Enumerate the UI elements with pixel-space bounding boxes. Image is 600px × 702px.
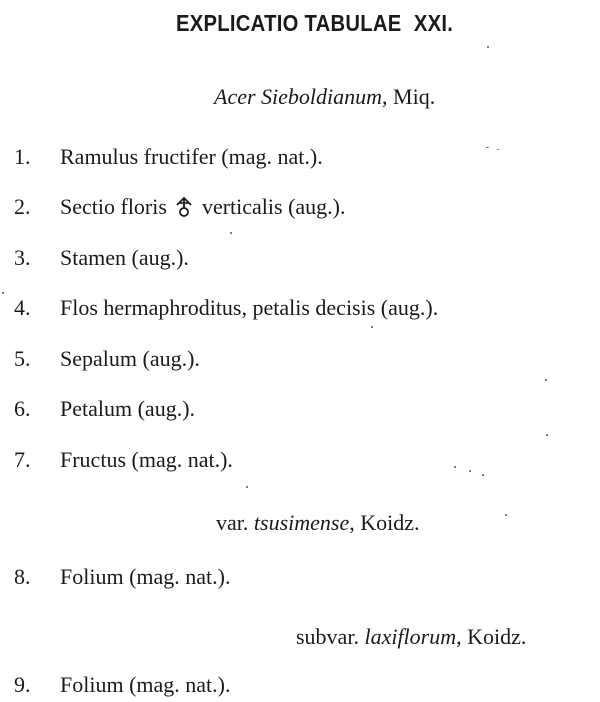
- scan-speck: [497, 149, 499, 150]
- subvariety-author: , Koidz.: [456, 624, 527, 649]
- variety-prefix: var.: [216, 510, 254, 535]
- scan-speck: [545, 379, 547, 381]
- subvariety-name: laxiflorum: [364, 624, 457, 649]
- variety-heading: [216, 510, 419, 536]
- scan-speck: [454, 466, 456, 468]
- page-title: [176, 10, 453, 37]
- item-number: 5.: [14, 346, 31, 371]
- scan-speck: [2, 292, 4, 294]
- list-item-8: [14, 564, 230, 590]
- scan-speck: [246, 486, 248, 488]
- item-text: Ramulus fructifer (mag. nat.).: [60, 144, 323, 169]
- scan-speck: [486, 147, 489, 148]
- list-item-7: [14, 447, 233, 473]
- item-text: Petalum (aug.).: [60, 396, 196, 421]
- variety-author: , Koidz.: [349, 510, 420, 535]
- item-number: 3.: [14, 245, 31, 270]
- item-number: 1.: [14, 144, 31, 169]
- variety-name: tsusimense: [253, 510, 350, 535]
- item-text: Stamen (aug.).: [60, 245, 189, 270]
- scan-speck: [371, 326, 373, 328]
- list-item-3: [14, 245, 189, 271]
- item-text: Folium (mag. nat.).: [60, 564, 231, 589]
- item-text: Flos hermaphroditus, petalis decisis (aug.).: [60, 295, 439, 320]
- item-text-after: verticalis (aug.).: [201, 194, 346, 219]
- title-text: EXPLICATIO TABULAE: [176, 10, 402, 36]
- list-item-4: [14, 295, 438, 321]
- item-number: 8.: [14, 564, 31, 589]
- list-item-2: [14, 194, 346, 220]
- item-number: 6.: [14, 396, 31, 421]
- plate-number: XXI.: [413, 10, 454, 36]
- list-item-9: [14, 672, 230, 698]
- scan-speck: [230, 232, 232, 234]
- scan-speck: [546, 434, 548, 436]
- hermaphrodite-flower-icon: [174, 196, 194, 218]
- list-item-6: [14, 396, 195, 422]
- scan-speck: [469, 470, 471, 472]
- list-item-5: [14, 346, 200, 372]
- subvariety-heading: [296, 624, 526, 650]
- item-number: 2.: [14, 194, 31, 219]
- species-heading: [214, 84, 435, 110]
- species-name: Acer Sieboldianum: [214, 84, 383, 109]
- item-text: Fructus (mag. nat.).: [60, 447, 233, 472]
- scan-speck: [505, 514, 507, 516]
- item-text-before: Sectio floris: [60, 194, 167, 219]
- item-text: Folium (mag. nat.).: [60, 672, 231, 697]
- item-text: Sepalum (aug.).: [60, 346, 200, 371]
- scan-speck: [487, 46, 489, 48]
- item-number: 9.: [14, 672, 31, 697]
- item-number: 4.: [14, 295, 31, 320]
- species-author: , Miq.: [382, 84, 436, 109]
- item-number: 7.: [14, 447, 31, 472]
- list-item-1: [14, 144, 323, 170]
- scan-speck: [482, 474, 484, 476]
- subvariety-prefix: subvar.: [296, 624, 365, 649]
